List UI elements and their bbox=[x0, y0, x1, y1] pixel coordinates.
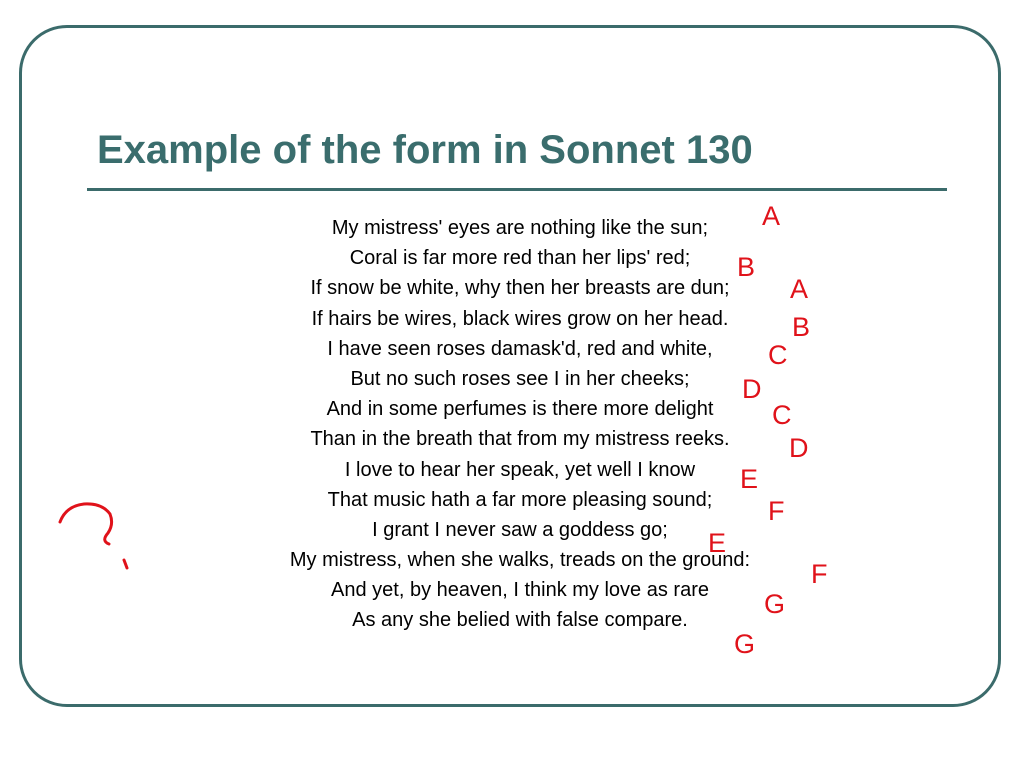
poem-line: And in some perfumes is there more delight bbox=[326, 398, 714, 421]
rhyme-mark: C bbox=[772, 400, 792, 430]
rhyme-mark: E bbox=[740, 464, 759, 494]
slide-title: Example of the form in Sonnet 130 bbox=[97, 128, 753, 172]
rhyme-mark: F bbox=[811, 559, 828, 589]
rhyme-mark: E bbox=[708, 528, 727, 558]
rhyme-mark: G bbox=[764, 589, 786, 619]
poem-line: And yet, by heaven, I think my love as rare bbox=[331, 579, 709, 602]
poem-line: My mistress' eyes are nothing like the sun; bbox=[331, 217, 709, 239]
rhyme-mark: A bbox=[762, 201, 781, 231]
rhyme-mark: C bbox=[768, 340, 788, 370]
poem-line: I grant I never saw a goddess go; bbox=[372, 518, 668, 541]
rhyme-mark: G bbox=[734, 629, 756, 659]
poem-line: I love to hear her speak, yet well I know bbox=[344, 458, 696, 481]
poem-line: If hairs be wires, black wires grow on her head. bbox=[311, 307, 729, 330]
poem-line: But no such roses see I in her cheeks; bbox=[350, 367, 690, 390]
poem-line: If snow be white, why then her breasts are dun; bbox=[310, 277, 730, 300]
poem-line: I have seen roses damask'd, red and white, bbox=[327, 337, 713, 360]
poem-line: My mistress, when she walks, treads on the ground: bbox=[289, 549, 751, 572]
rhyme-mark: A bbox=[790, 274, 809, 304]
poem-line: That music hath a far more pleasing sound; bbox=[327, 488, 713, 511]
question-mark-icon bbox=[60, 504, 127, 568]
poem-line: Coral is far more red than her lips' red; bbox=[349, 247, 691, 270]
poem-line: Than in the breath that from my mistress reeks. bbox=[310, 428, 730, 451]
rhyme-mark: D bbox=[742, 374, 762, 404]
rhyme-mark: D bbox=[789, 433, 809, 463]
rhyme-mark: F bbox=[768, 496, 785, 526]
rhyme-mark: B bbox=[737, 252, 756, 282]
rhyme-mark: B bbox=[792, 312, 811, 342]
poem-line: As any she belied with false compare. bbox=[352, 609, 688, 632]
